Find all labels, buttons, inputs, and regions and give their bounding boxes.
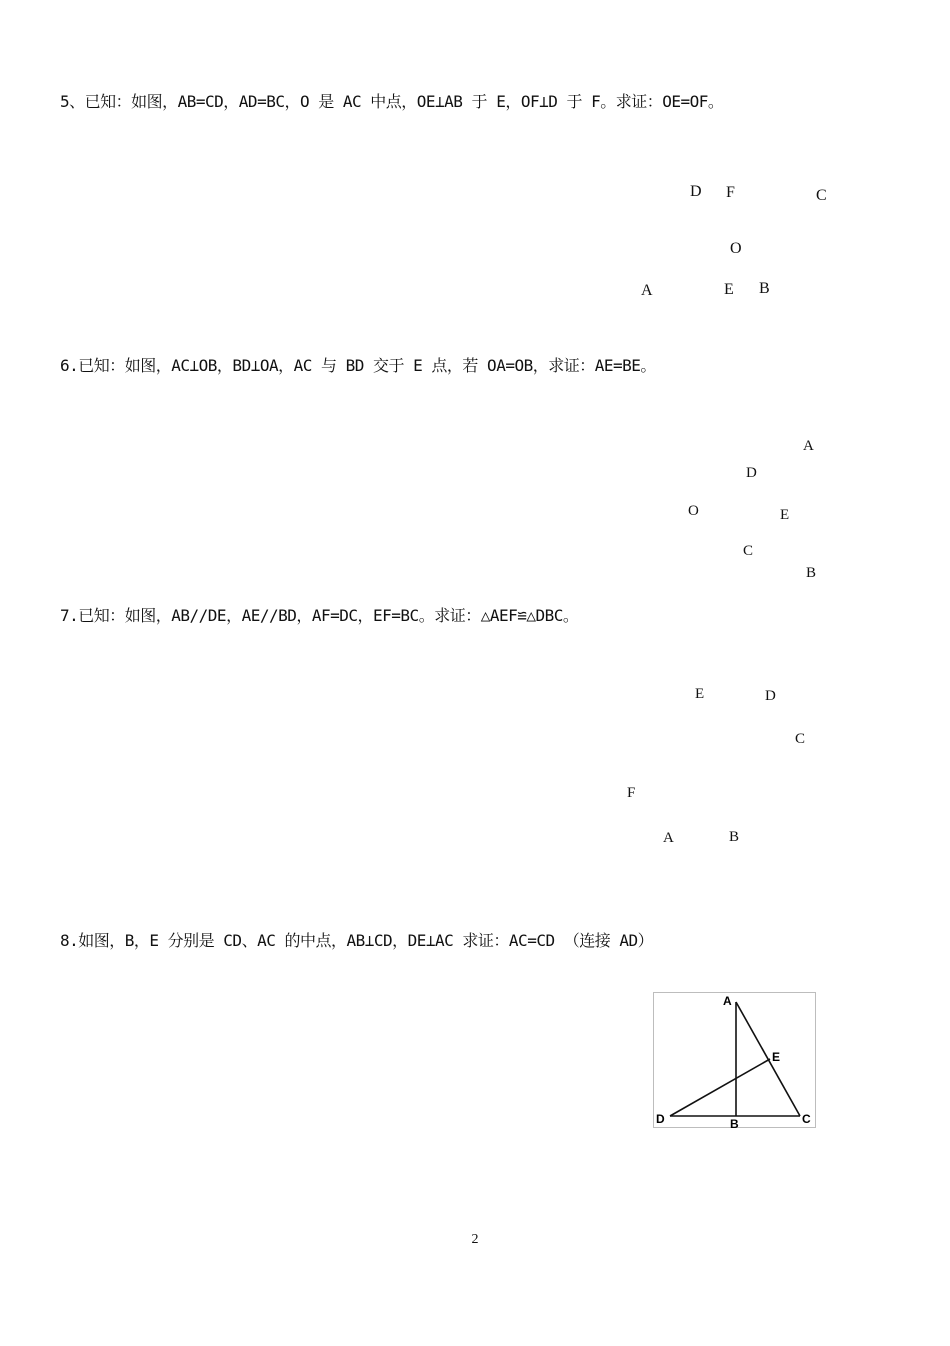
p6-point-d: D	[746, 465, 757, 481]
p6-point-e: E	[780, 507, 790, 523]
problem-8-figure	[653, 992, 816, 1128]
p7-point-b: B	[729, 829, 740, 845]
p5-point-f: F	[726, 184, 735, 201]
p8-point-b: B	[730, 1117, 739, 1128]
page-number: 2	[471, 1232, 479, 1247]
p8-point-a: A	[723, 994, 732, 1008]
p6-point-a: A	[803, 438, 814, 454]
p5-point-e: E	[724, 281, 734, 298]
p7-point-e: E	[695, 686, 705, 702]
p8-point-e: E	[772, 1050, 781, 1064]
p6-point-b: B	[806, 565, 817, 581]
p8-point-c: C	[802, 1112, 811, 1126]
p5-point-a: A	[641, 282, 653, 299]
p6-point-o: O	[688, 503, 699, 519]
problem-7-text: 7.已知：如图，AB//DE，AE//BD，AF=DC，EF=BC。求证：△AEF≌△DBC。	[60, 606, 579, 625]
p5-point-d: D	[690, 183, 702, 200]
p7-point-c: C	[795, 731, 806, 747]
p7-point-f: F	[627, 785, 636, 801]
p6-point-c: C	[743, 543, 754, 559]
figure-frame	[654, 993, 816, 1128]
p5-point-o: O	[730, 240, 742, 257]
p5-point-b: B	[759, 280, 770, 297]
p5-point-c: C	[816, 187, 827, 204]
problem-8-text: 8.如图，B，E 分别是 CD、AC 的中点，AB⊥CD，DE⊥AC 求证：AC=CD （连接 AD）	[60, 931, 654, 950]
p7-point-a: A	[663, 830, 674, 846]
problem-5-text: 5、已知：如图，AB=CD，AD=BC，O 是 AC 中点，OE⊥AB 于 E，OF⊥D 于 F。求证：OE=OF。	[60, 92, 724, 111]
problem-6-text: 6.已知：如图，AC⊥OB，BD⊥OA，AC 与 BD 交于 E 点，若 OA=OB，求证：AE=BE。	[60, 356, 656, 375]
p7-point-d: D	[765, 688, 776, 704]
triangle-diagram	[653, 992, 816, 1128]
p8-point-d: D	[656, 1112, 665, 1126]
